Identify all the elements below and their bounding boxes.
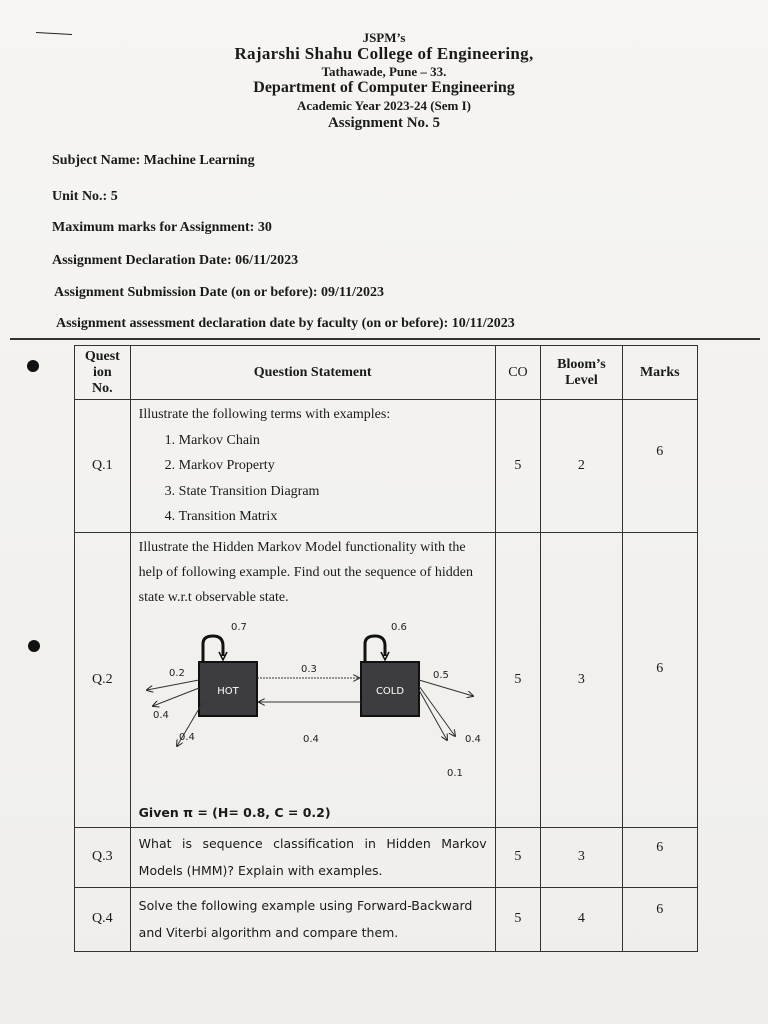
cold-emission-arrow [419, 690, 447, 740]
header-question-number [75, 346, 131, 400]
question-intro: Illustrate the following terms with examples: [138, 407, 391, 422]
punch-hole-icon [27, 360, 39, 372]
college-address: Tathawade, Pune – 33. [321, 64, 447, 79]
prob-label: 0.1 [446, 767, 463, 779]
subject-name: Subject Name: Machine Learning [52, 153, 255, 168]
prob-label: 0.4 [178, 731, 195, 743]
hot-emission-arrow [153, 688, 199, 706]
question-statement: Solve the following example using Forward-Backward and Viterbi algorithm and compare them. [130, 887, 495, 951]
cold-emission-arrow [419, 686, 455, 736]
submission-date: Assignment Submission Date (on or before): 09/11/2023 [54, 285, 385, 300]
header-qno-line1: Quest [84, 348, 120, 364]
cold-self-loop [365, 636, 385, 662]
term-list [139, 428, 487, 530]
department-name: Department of Computer Engineering [253, 79, 515, 96]
prob-label: 0.5 [432, 669, 449, 681]
question-number: Q.3 [75, 827, 131, 887]
marks-value: 6 [622, 532, 697, 827]
table-row [75, 827, 698, 887]
list-item: 1. Markov Chain [179, 428, 487, 454]
table-row [75, 400, 698, 533]
prob-label: 0.3 [300, 663, 317, 675]
table-row [75, 532, 698, 827]
co-value: 5 [495, 400, 541, 533]
prob-label: 0.6 [390, 621, 407, 633]
header-question-statement: Question Statement [130, 346, 495, 400]
horizontal-rule [10, 338, 760, 340]
question-text: Illustrate the Hidden Markov Model functionality with the help of following example. Find out the sequence of hidden state w.r.t observable state. [138, 539, 474, 605]
bloom-value: 4 [541, 887, 622, 951]
prob-label: 0.4 [464, 733, 481, 745]
header-bloom-level [541, 346, 622, 400]
question-statement [130, 400, 495, 533]
prob-label: 0.4 [152, 709, 169, 721]
assessment-date: Assignment assessment declaration date by faculty (on or before): 10/11/2023 [56, 316, 515, 331]
table-header-row [75, 346, 698, 400]
marks-value: 6 [622, 887, 697, 951]
org-name: JSPM’s [362, 30, 406, 45]
assignment-title: Assignment No. 5 [327, 115, 441, 131]
marks-value: 6 [622, 827, 697, 887]
prob-label: 0.7 [230, 621, 247, 633]
bloom-value: 3 [541, 532, 622, 827]
question-table [74, 345, 698, 952]
co-value: 5 [495, 532, 541, 827]
punch-hole-icon [28, 640, 40, 652]
cold-state-label: COLD [375, 685, 404, 697]
hot-emission-arrow [147, 680, 199, 690]
co-value: 5 [495, 827, 541, 887]
question-statement [130, 532, 495, 827]
prob-label: 0.2 [168, 667, 185, 679]
header-qno-line2: ion [92, 364, 112, 380]
list-item: 4. Transition Matrix [179, 504, 487, 530]
co-value: 5 [495, 887, 541, 951]
header-bloom-line2: Level [565, 372, 598, 388]
max-marks: Maximum marks for Assignment: 30 [52, 220, 272, 235]
bloom-value: 3 [541, 827, 622, 887]
hot-self-loop [203, 636, 223, 662]
initial-probabilities: Given π = (H= 0.8, C = 0.2) [138, 804, 331, 820]
list-item: 2. Markov Property [179, 453, 487, 479]
college-name: Rajarshi Shahu College of Engineering, [234, 44, 534, 63]
question-statement: What is sequence classification in Hidden Markov Models (HMM)? Explain with examples. [130, 827, 495, 887]
hot-state-label: HOT [216, 685, 239, 697]
bloom-value: 2 [541, 400, 622, 533]
declaration-date: Assignment Declaration Date: 06/11/2023 [52, 253, 299, 268]
header-co: CO [495, 346, 541, 400]
header-qno-line3: No. [92, 380, 113, 396]
list-item: 3. State Transition Diagram [179, 479, 487, 505]
hmm-state-diagram [139, 616, 487, 796]
table-row [75, 887, 698, 951]
cold-emission-arrow [419, 680, 473, 696]
unit-number: Unit No.: 5 [52, 189, 118, 204]
marks-value: 6 [622, 400, 697, 533]
academic-year: Academic Year 2023-24 (Sem I) [296, 98, 471, 113]
header-bloom-line1: Bloom’s [557, 356, 606, 372]
header-marks: Marks [622, 346, 697, 400]
question-number: Q.2 [75, 532, 131, 827]
prob-label: 0.4 [302, 733, 319, 745]
question-number: Q.4 [75, 887, 131, 951]
question-number: Q.1 [75, 400, 131, 533]
